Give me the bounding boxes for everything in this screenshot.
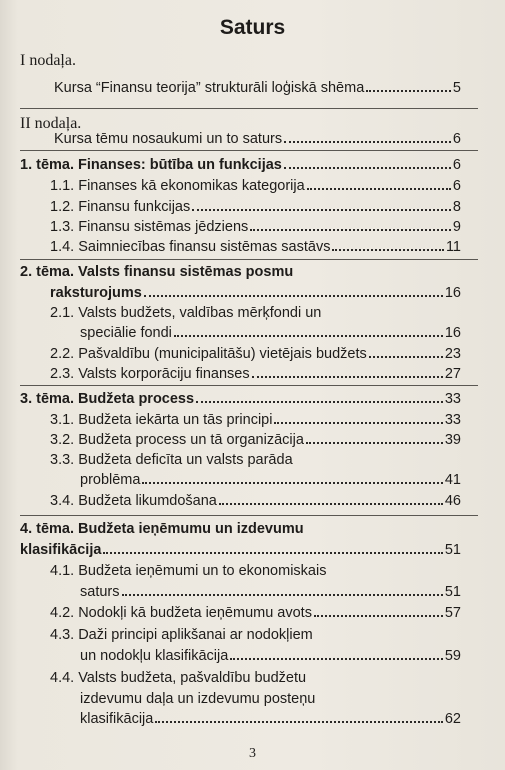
toc-entry: 1.2. Finansu funkcijas 8 — [50, 199, 461, 215]
leader-dots — [155, 720, 443, 723]
toc-entry: 2.3. Valsts korporāciju finanses 27 — [50, 366, 461, 382]
toc-entry: Kursa tēmu nosaukumi un to saturs 6 — [54, 131, 461, 147]
toc-entry: 4.4. Valsts budžeta, pašvaldību budžetu — [50, 670, 307, 686]
toc-entry: 3.1. Budžeta iekārta un tās principi 33 — [50, 412, 461, 428]
toc-entry: 3.3. Budžeta deficīta un valsts parāda — [50, 452, 293, 468]
toc-entry: problēma 41 — [80, 472, 461, 488]
toc-entry: 1.1. Finanses kā ekonomikas kategorija 6 — [50, 178, 461, 194]
toc-entry: 4.1. Budžeta ieņēmumi un to ekonomiskais — [50, 563, 327, 579]
toc-topic: raksturojums 16 — [50, 285, 461, 301]
toc-entry: 2.1. Valsts budžets, valdības mērķfondi un — [50, 305, 322, 321]
leader-dots — [103, 551, 442, 554]
leader-dots — [369, 355, 443, 358]
toc-entry: saturs 51 — [80, 584, 461, 600]
leader-dots — [366, 89, 451, 92]
divider — [20, 150, 478, 151]
toc-entry: 1.4. Saimniecības finansu sistēmas sastāvs 11 — [50, 239, 461, 255]
toc-topic: 4. tēma. Budžeta ieņēmumu un izdevumu — [20, 521, 304, 537]
leader-dots — [144, 294, 443, 297]
leader-dots — [230, 657, 443, 660]
toc-entry: 3.2. Budžeta process un tā organizācija 39 — [50, 432, 461, 448]
divider — [20, 108, 478, 109]
toc-entry: Kursa “Finansu teorija” strukturāli loģiskā shēma 5 — [54, 80, 461, 96]
toc-entry: 2.2. Pašvaldību (municipalitāšu) vietējais budžets 23 — [50, 346, 461, 362]
divider — [20, 259, 478, 260]
toc-entry: speciālie fondi 16 — [80, 325, 461, 341]
toc-entry: 1.3. Finansu sistēmas jēdziens 9 — [50, 219, 461, 235]
leader-dots — [252, 375, 443, 378]
toc-entry: 3.4. Budžeta likumdošana 46 — [50, 493, 461, 509]
toc-entry: klasifikācija 62 — [80, 711, 461, 727]
toc-topic: klasifikācija 51 — [20, 542, 461, 558]
leader-dots — [274, 421, 442, 424]
leader-dots — [196, 400, 443, 403]
toc-entry: 4.3. Daži principi aplikšanai ar nodokļiem — [50, 627, 313, 643]
page-title: Saturs — [219, 16, 286, 39]
toc-entry: 4.2. Nodokļi kā budžeta ieņēmumu avots 57 — [50, 605, 461, 621]
leader-dots — [332, 248, 443, 251]
toc-topic: 1. tēma. Finanses: būtība un funkcijas 6 — [20, 157, 461, 173]
leader-dots — [192, 208, 451, 211]
leader-dots — [284, 140, 451, 143]
divider — [20, 385, 478, 386]
toc-topic: 3. tēma. Budžeta process 33 — [20, 391, 461, 407]
toc-entry: un nodokļu klasifikācija 59 — [80, 648, 461, 664]
leader-dots — [174, 334, 443, 337]
leader-dots — [122, 593, 443, 596]
divider — [20, 515, 478, 516]
toc-topic: 2. tēma. Valsts finansu sistēmas posmu — [20, 264, 294, 280]
leader-dots — [314, 614, 443, 617]
leader-dots — [307, 187, 451, 190]
toc-section-heading: II nodaļa. — [20, 115, 82, 132]
leader-dots — [250, 228, 451, 231]
leader-dots — [306, 441, 443, 444]
toc-entry: izdevumu daļa un izdevumu posteņu — [80, 691, 316, 707]
page-number: 3 — [249, 746, 256, 761]
leader-dots — [142, 481, 442, 484]
leader-dots — [284, 166, 451, 169]
toc-section-heading: I nodaļa. — [20, 52, 76, 69]
leader-dots — [219, 502, 443, 505]
